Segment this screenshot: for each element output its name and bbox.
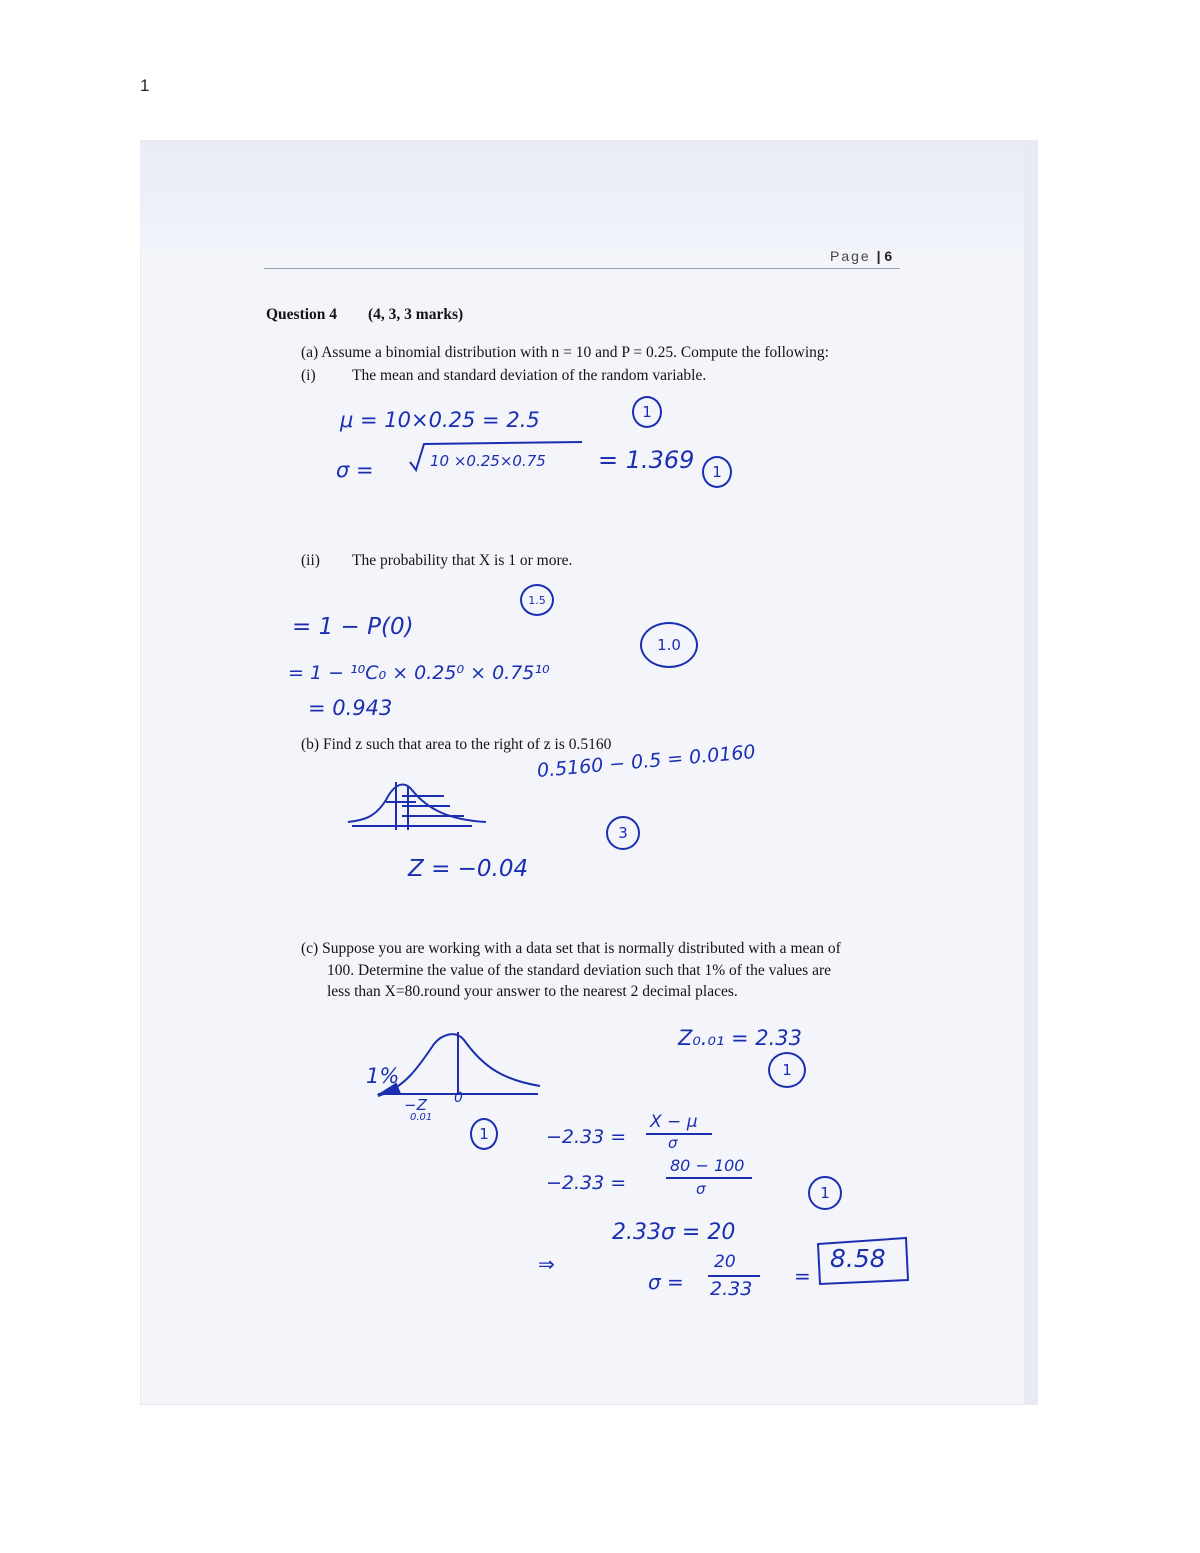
hw-c-step2-lhs: −2.33 = — [546, 1172, 627, 1194]
part-b-prompt: (b) Find z such that area to the right of z is 0.5160 — [301, 736, 612, 753]
mark-a-i-1: 1 — [632, 396, 662, 428]
frac-bar-2 — [666, 1176, 756, 1180]
hw-c-step1-den: σ — [668, 1134, 678, 1152]
page-header — [830, 248, 892, 264]
page-label: Page — [830, 248, 871, 264]
hw-b-answer: Z = −0.04 — [408, 856, 529, 882]
header-rule — [264, 268, 900, 269]
question-title: Question 4 — [266, 306, 338, 323]
part-a-i-number: (i) — [301, 367, 316, 384]
hw-c-step3: 2.33σ = 20 — [612, 1220, 736, 1245]
hw-sd-root: 10 ×0.25×0.75 — [430, 452, 546, 470]
mark-a-i-2: 1 — [702, 456, 732, 488]
scanned-page — [140, 140, 1038, 1405]
part-c-line1: (c) Suppose you are working with a data set that is normally distributed with a mean of — [301, 940, 841, 957]
mark-c-3: 1 — [808, 1176, 842, 1210]
hw-c-z: Z₀.₀₁ = 2.33 — [678, 1026, 803, 1050]
mark-a-ii-1: 1.5 — [520, 584, 554, 616]
hw-c-step4-lhs: σ = — [648, 1270, 684, 1294]
hw-sd-lhs: σ = — [336, 458, 374, 482]
scan-edge-right — [1024, 140, 1038, 1405]
hw-c-step1-num: X − μ — [650, 1112, 698, 1132]
scan-bleed-top — [140, 140, 1038, 250]
part-a-ii-text: The probability that X is 1 or more. — [352, 552, 573, 569]
question-marks: (4, 3, 3 marks) — [368, 306, 464, 323]
hw-c-axis-zero: 0 — [454, 1090, 463, 1106]
page-index: 1 — [140, 76, 150, 95]
mark-c-1: 1 — [768, 1052, 806, 1088]
hw-a-ii-line1: = 1 − P(0) — [292, 614, 414, 640]
part-a-i-text: The mean and standard deviation of the random variable. — [352, 367, 707, 384]
mark-a-ii-2: 1.0 — [640, 622, 698, 668]
hw-c-step1-lhs: −2.33 = — [546, 1126, 627, 1148]
hw-c-step2-den: σ — [696, 1180, 706, 1198]
frac-bar-1 — [646, 1132, 716, 1136]
mark-c-2: 1 — [470, 1118, 498, 1150]
part-c-line2: 100. Determine the value of the standard deviation such that 1% of the values are — [327, 962, 832, 979]
hw-c-step3-arrow: ⇒ — [538, 1252, 555, 1276]
hw-c-step4-den: 2.33 — [710, 1278, 753, 1300]
hw-b-calc: 0.5160 − 0.5 = 0.0160 — [536, 740, 757, 782]
hw-c-step4-num: 20 — [714, 1252, 736, 1272]
hw-c-percent: 1% — [366, 1064, 400, 1088]
hw-c-answer-prefix: = — [794, 1264, 811, 1288]
hw-a-ii-line2: = 1 − ¹⁰C₀ × 0.25⁰ × 0.75¹⁰ — [288, 662, 550, 684]
hw-sd-result: = 1.369 — [598, 446, 695, 474]
hw-a-ii-line3: = 0.943 — [308, 696, 393, 720]
mark-b: 3 — [606, 816, 640, 850]
hw-c-axis-left-sub: 0.01 — [410, 1112, 433, 1123]
part-a-prompt: (a) Assume a binomial distribution with n = 10 and P = 0.25. Compute the following: — [301, 344, 829, 361]
part-a-ii-number: (ii) — [301, 552, 320, 569]
hw-c-axis-left: −Z — [404, 1096, 427, 1114]
b-normal-curve-sketch — [346, 772, 490, 844]
hw-mean: μ = 10×0.25 = 2.5 — [340, 408, 540, 432]
hw-c-answer: 8.58 — [830, 1244, 886, 1273]
page-number: | 6 — [876, 248, 893, 264]
part-c-line3: less than X=80.round your answer to the nearest 2 decimal places. — [327, 983, 738, 1000]
hw-c-step2-num: 80 − 100 — [670, 1156, 745, 1175]
